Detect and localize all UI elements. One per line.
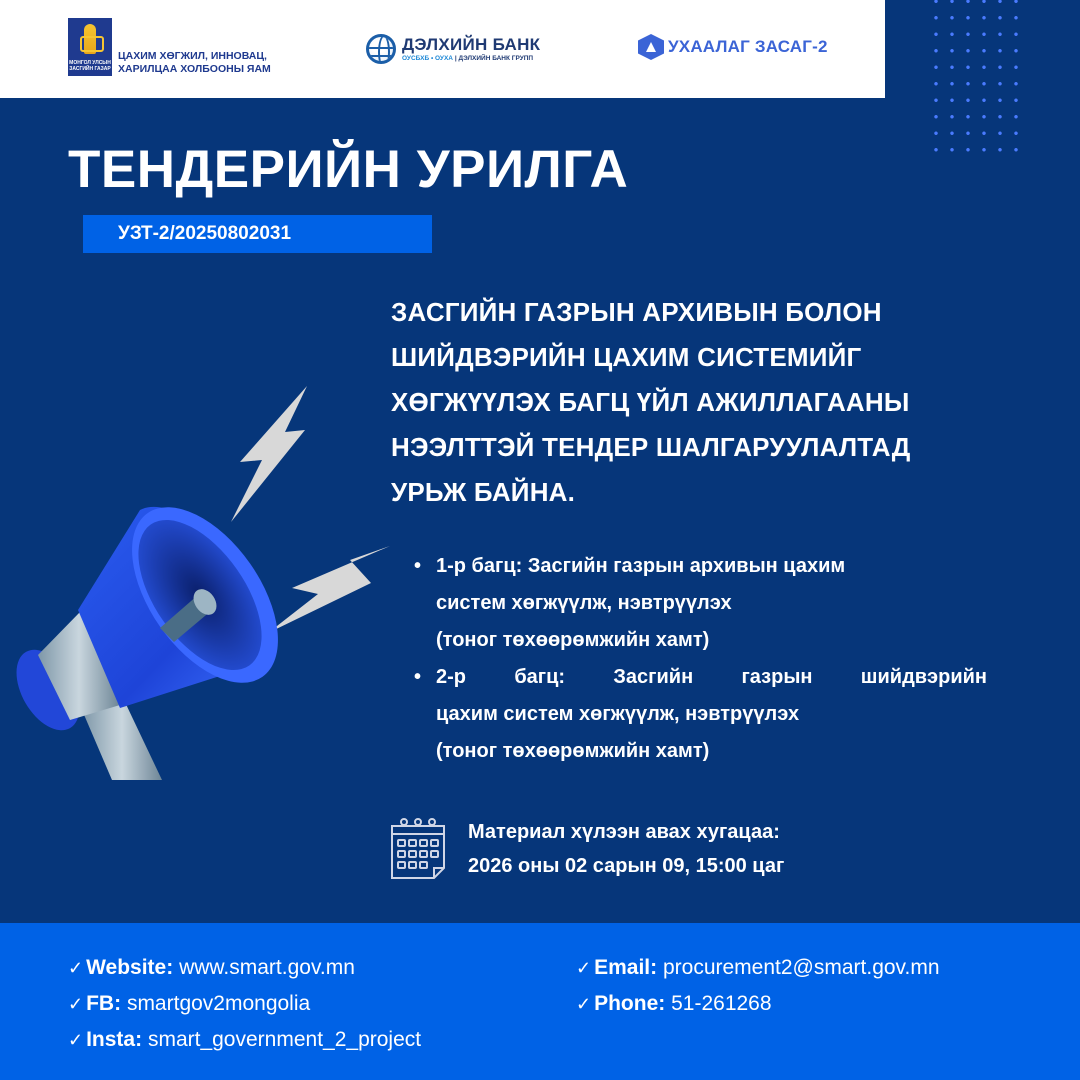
contact-label: Phone: (594, 992, 666, 1015)
contact-email (576, 950, 940, 986)
ministry-name-line-2: ХАРИЛЦАА ХОЛБООНЫ ЯАМ (118, 63, 271, 75)
state-emblem-icon (68, 18, 112, 76)
ministry-name (118, 50, 271, 76)
contact-facebook (68, 986, 421, 1022)
contact-label: Insta: (86, 1028, 143, 1051)
check-icon: ✓ (576, 958, 592, 978)
headline-line: ХӨГЖҮҮЛЭХ БАГЦ ҮЙЛ АЖИЛЛАГААНЫ (391, 387, 910, 417)
check-icon: ✓ (68, 958, 84, 978)
bullet-icon: • (414, 666, 422, 688)
lot-2-line-2: цахим систем хөгжүүлж, нэвтрүүлэх (436, 703, 800, 725)
lot-item-1 (412, 548, 987, 659)
world-bank-text (402, 36, 540, 63)
lightning-bolt-icon (231, 386, 307, 522)
lot-1-line-2: систем хөгжүүлж, нэвтрүүлэх (436, 592, 732, 614)
smart-government-logo (638, 34, 828, 60)
world-bank-title: ДЭЛХИЙН БАНК (402, 34, 541, 54)
globe-icon (366, 34, 396, 64)
instagram-link[interactable]: smart_government_2_project (147, 1028, 422, 1051)
contacts-right (576, 950, 940, 1022)
soyombo-icon (84, 24, 96, 54)
lightning-bolt-icon (268, 546, 390, 633)
headline-line: УРЬЖ БАЙНА. (391, 477, 576, 507)
lot-2-line-3: (тоног төхөөрөмжийн хамт) (436, 740, 710, 762)
check-icon: ✓ (68, 994, 84, 1014)
deadline-block (388, 815, 784, 883)
check-icon: ✓ (576, 994, 592, 1014)
lot-1-line-1: 1-р багц: Засгийн газрын архивын цахим (436, 555, 846, 577)
lot-list (412, 548, 987, 770)
ministry-name-line-1: ЦАХИМ ХӨГЖИЛ, ИННОВАЦ, (118, 50, 267, 62)
contact-label: Email: (594, 956, 658, 979)
ministry-logo (68, 18, 271, 76)
reference-tag: УЗТ-2/20250802031 (83, 215, 432, 253)
check-icon: ✓ (68, 1030, 84, 1050)
world-bank-subtitle (402, 54, 540, 63)
phone-number[interactable]: 51-261268 (671, 992, 772, 1015)
lot-1-line-3: (тоног төхөөрөмжийн хамт) (436, 629, 710, 651)
contacts-left (68, 950, 421, 1058)
emblem-text-1: МОНГОЛ УЛСЫН (69, 60, 111, 66)
emblem-text-2: ЗАСГИЙН ГАЗАР (69, 66, 111, 72)
world-bank-sub-accent: ОУСБХБ • ОУХА (402, 54, 454, 62)
smart-government-title: УХААЛАГ ЗАСАГ-2 (668, 37, 828, 56)
dot-pattern-decoration (928, 0, 1018, 154)
lot-item-2 (412, 659, 987, 770)
tender-headline (391, 290, 1051, 515)
calendar-icon (388, 816, 448, 882)
headline-line: ШИЙДВЭРИЙН ЦАХИМ СИСТЕМИЙГ (391, 342, 862, 372)
headline-line: НЭЭЛТТЭЙ ТЕНДЕР ШАЛГАРУУЛАЛТАД (391, 432, 911, 462)
deadline-value: 2026 оны 02 сарын 09, 15:00 цаг (468, 855, 785, 877)
website-link[interactable]: www.smart.gov.mn (179, 956, 355, 979)
contact-label: Website: (86, 956, 174, 979)
contact-phone (576, 986, 940, 1022)
logo-header (0, 0, 885, 98)
world-bank-sub-rest: | ДЭЛХИЙН БАНК ГРУПП (453, 54, 534, 62)
contact-instagram (68, 1022, 421, 1058)
megaphone-icon (0, 370, 400, 780)
bullet-icon: • (414, 555, 422, 577)
page-title: ТЕНДЕРИЙН УРИЛГА (68, 140, 629, 199)
contact-website (68, 950, 421, 986)
deadline-text (468, 815, 784, 883)
contact-footer (0, 923, 1080, 1080)
facebook-link[interactable]: smartgov2mongolia (126, 992, 311, 1015)
contact-label: FB: (86, 992, 122, 1015)
deadline-label: Материал хүлээн авах хугацаа: (468, 821, 780, 843)
world-bank-logo (366, 34, 540, 64)
lot-2-line-1: 2-р багц: Засгийн газрын шийдвэрийн (436, 666, 987, 688)
smart-government-hex-icon (638, 34, 664, 60)
email-link[interactable]: procurement2@smart.gov.mn (662, 956, 940, 979)
headline-line: ЗАСГИЙН ГАЗРЫН АРХИВЫН БОЛОН (391, 297, 882, 327)
